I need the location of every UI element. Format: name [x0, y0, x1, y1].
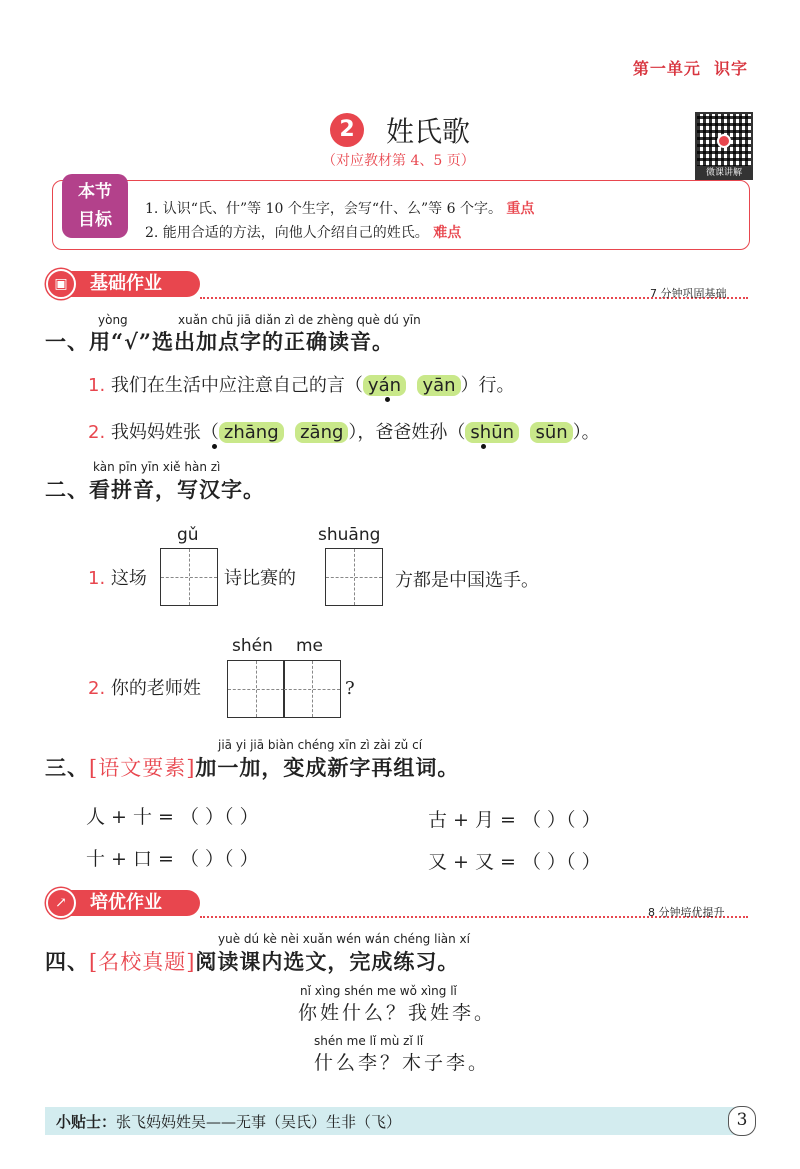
option-shun[interactable]: shūn [465, 422, 519, 443]
q2-item-2-post: ? [345, 678, 355, 699]
lesson-title: 姓氏歌 [386, 115, 471, 148]
goal-item-1: 1. 认识“氏、什”等 10 个生字，会写“什、么”等 6 个字。 重点 [145, 201, 535, 217]
q2-item-1-mid: 诗比赛的 [224, 568, 296, 589]
q2-py-shen: shén [232, 636, 273, 656]
writing-grid-me[interactable] [283, 660, 341, 718]
tip-text: 小贴士：张飞妈妈姓吴——无事（吴氏）生非（飞） [56, 1113, 402, 1131]
qr-logo-icon [717, 134, 731, 148]
emphasis-dot [481, 444, 486, 449]
section-advanced-banner: 培优作业 [50, 890, 200, 916]
q3-title: 三、[语文要素]加一加，变成新字再组词。 [45, 755, 460, 780]
q1-pinyin-1: yòng [98, 313, 128, 327]
q2-title: 二、看拼音，写汉字。 [45, 477, 265, 502]
poem-pinyin-2: shén me lǐ mù zǐ lǐ [314, 1034, 424, 1048]
option-yan2[interactable]: yán [363, 375, 406, 396]
emphasis-dot [385, 397, 390, 402]
writing-grid-gu[interactable] [160, 548, 218, 606]
q4-pinyin: yuè dú kè nèi xuǎn wén wán chéng liàn xí [218, 932, 470, 946]
section-advanced-note: 8 分钟培优提升 [648, 906, 725, 919]
q2-pinyin: kàn pīn yīn xiě hàn zì [93, 460, 221, 474]
lesson-subtitle: （对应教材第 4、5 页） [322, 153, 475, 169]
growth-icon: ↗ [46, 888, 76, 918]
option-yan1[interactable]: yān [417, 375, 460, 396]
unit-header: 第一单元 识字 [632, 59, 748, 78]
lesson-number-badge: 2 [330, 113, 364, 147]
goal-item-2: 2. 能用合适的方法，向他人介绍自己的姓氏。 难点 [145, 225, 462, 241]
page-number: 3 [728, 1106, 756, 1136]
equation-1[interactable]: 人 + 十 = （ ）（ ） [86, 806, 259, 828]
q1-title: 一、用“√”选出加点字的正确读音。 [45, 329, 394, 354]
qr-label: 微课讲解 [695, 166, 753, 180]
equation-3[interactable]: 十 + 口 = （ ）（ ） [86, 848, 259, 870]
q2-item-1-lead: 1. 这场 [88, 568, 147, 589]
q2-item-2-lead: 2. 你的老师姓 [88, 678, 201, 699]
poem-pinyin-1: nǐ xìng shén me wǒ xìng lǐ [300, 984, 457, 998]
q2-item-1-post: 方都是中国选手。 [395, 570, 539, 591]
option-zhang[interactable]: zhāng [219, 422, 284, 443]
q2-py-shuang: shuāng [318, 525, 381, 545]
poem-line-2: 什么李？木子李。 [314, 1052, 491, 1074]
q3-pinyin: jiā yi jiā biàn chéng xīn zì zài zǔ cí [218, 738, 423, 752]
q1-item-1: 1. 我们在生活中应注意自己的言（ yán yān ）行。 [88, 375, 515, 396]
poem-line-1: 你姓什么？我姓李。 [298, 1002, 497, 1024]
section-basic-note: 7 分钟巩固基础 [650, 287, 727, 300]
q4-title: 四、[名校真题]阅读课内选文，完成练习。 [45, 949, 460, 974]
q2-py-gu: gǔ [177, 525, 199, 545]
equation-2[interactable]: 古 + 月 = （ ）（ ） [428, 809, 601, 831]
q2-py-me: me [296, 636, 324, 656]
writing-grid-shen[interactable] [227, 660, 285, 718]
option-sun[interactable]: sūn [530, 422, 572, 443]
q1-item-2: 2. 我妈妈姓张（ zhāng zāng ），爸爸姓孙（ shūn sūn ）。 [88, 422, 600, 443]
section-basic-banner: 基础作业 [50, 271, 200, 297]
emphasis-dot [212, 444, 217, 449]
q1-pinyin-2: xuǎn chū jiā diǎn zì de zhèng què dú yīn [178, 313, 421, 327]
option-zang[interactable]: zāng [295, 422, 348, 443]
writing-grid-shuang[interactable] [325, 548, 383, 606]
cube-icon: ▣ [46, 269, 76, 299]
equation-4[interactable]: 又 + 又 = （ ）（ ） [428, 851, 601, 873]
goals-tag: 本节 目标 [62, 174, 128, 238]
